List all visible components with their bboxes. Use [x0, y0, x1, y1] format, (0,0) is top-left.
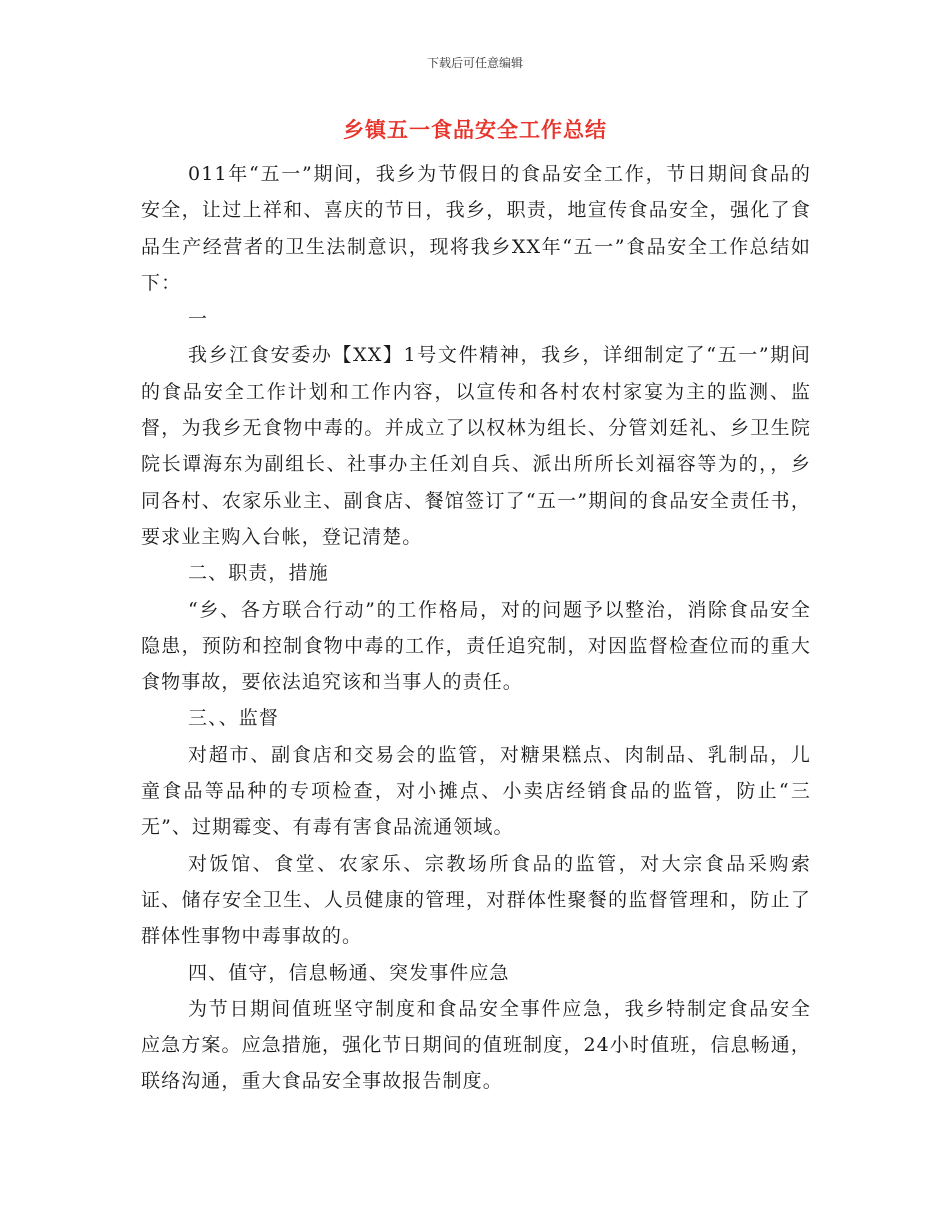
section-heading-1: 一 [188, 308, 209, 331]
paragraph-section-2: “乡、各方联合行动”的工作格局，对的问题予以整治，消除食品安全隐患，预防和控制食物中毒的工作，责任追究制，对因监督检查位而的重大食物事故，要依法追究该和当事人的责任。 [141, 598, 811, 694]
document-body [141, 156, 811, 1100]
document-title: 乡镇五一食品安全工作总结 [343, 118, 607, 142]
paragraph-section-3a: 对超市、副食店和交易会的监管，对糖果糕点、肉制品、乳制品，儿童食品等品种的专项检查，对小摊点、小卖店经销食品的监管，防止“三无”、过期霉变、有毒有害食品流通领域。 [141, 743, 811, 839]
paragraph-intro: 011年“五一”期间，我乡为节假日的食品安全工作，节日期间食品的安全，让过上祥和、喜庆的节日，我乡，职责，地宣传食品安全，强化了食品生产经营者的卫生法制意识，现将我乡XX年“五一”食品安全工作总结如下： [141, 163, 811, 294]
section-heading-2: 二、职责，措施 [188, 562, 329, 585]
section-heading-3: 三、、监督 [188, 707, 280, 730]
header-note: 下载后可任意编辑 [426, 56, 523, 70]
paragraph-section-1: 我乡江食安委办【XX】1号文件精神，我乡，详细制定了“五一”期间的食品安全工作计划和工作内容，以宣传和各村农村家宴为主的监测、监督，为我乡无食物中毒的。并成立了以权林为组长、分管刘廷礼、乡卫生院院长谭海东为副组长、社事办主任刘自兵、派出所所长刘福容等为的，，乡同各村、农家乐业主、副食店、餐馆签订了“五一”期间的食品安全责任书，要求业主购入台帐，登记清楚。 [141, 344, 811, 548]
section-heading-4: 四、值守，信息畅通、突发事件应急 [188, 961, 510, 984]
paragraph-section-4: 为节日期间值班坚守制度和食品安全事件应急，我乡特制定食品安全应急方案。应急措施，强化节日期间的值班制度，24小时值班，信息畅通，联络沟通，重大食品安全事故报告制度。 [141, 997, 811, 1093]
paragraph-section-3b: 对饭馆、食堂、农家乐、宗教场所食品的监管，对大宗食品采购索证、储存安全卫生、人员健康的管理，对群体性聚餐的监督管理和，防止了群体性事物中毒事故的。 [141, 852, 811, 948]
